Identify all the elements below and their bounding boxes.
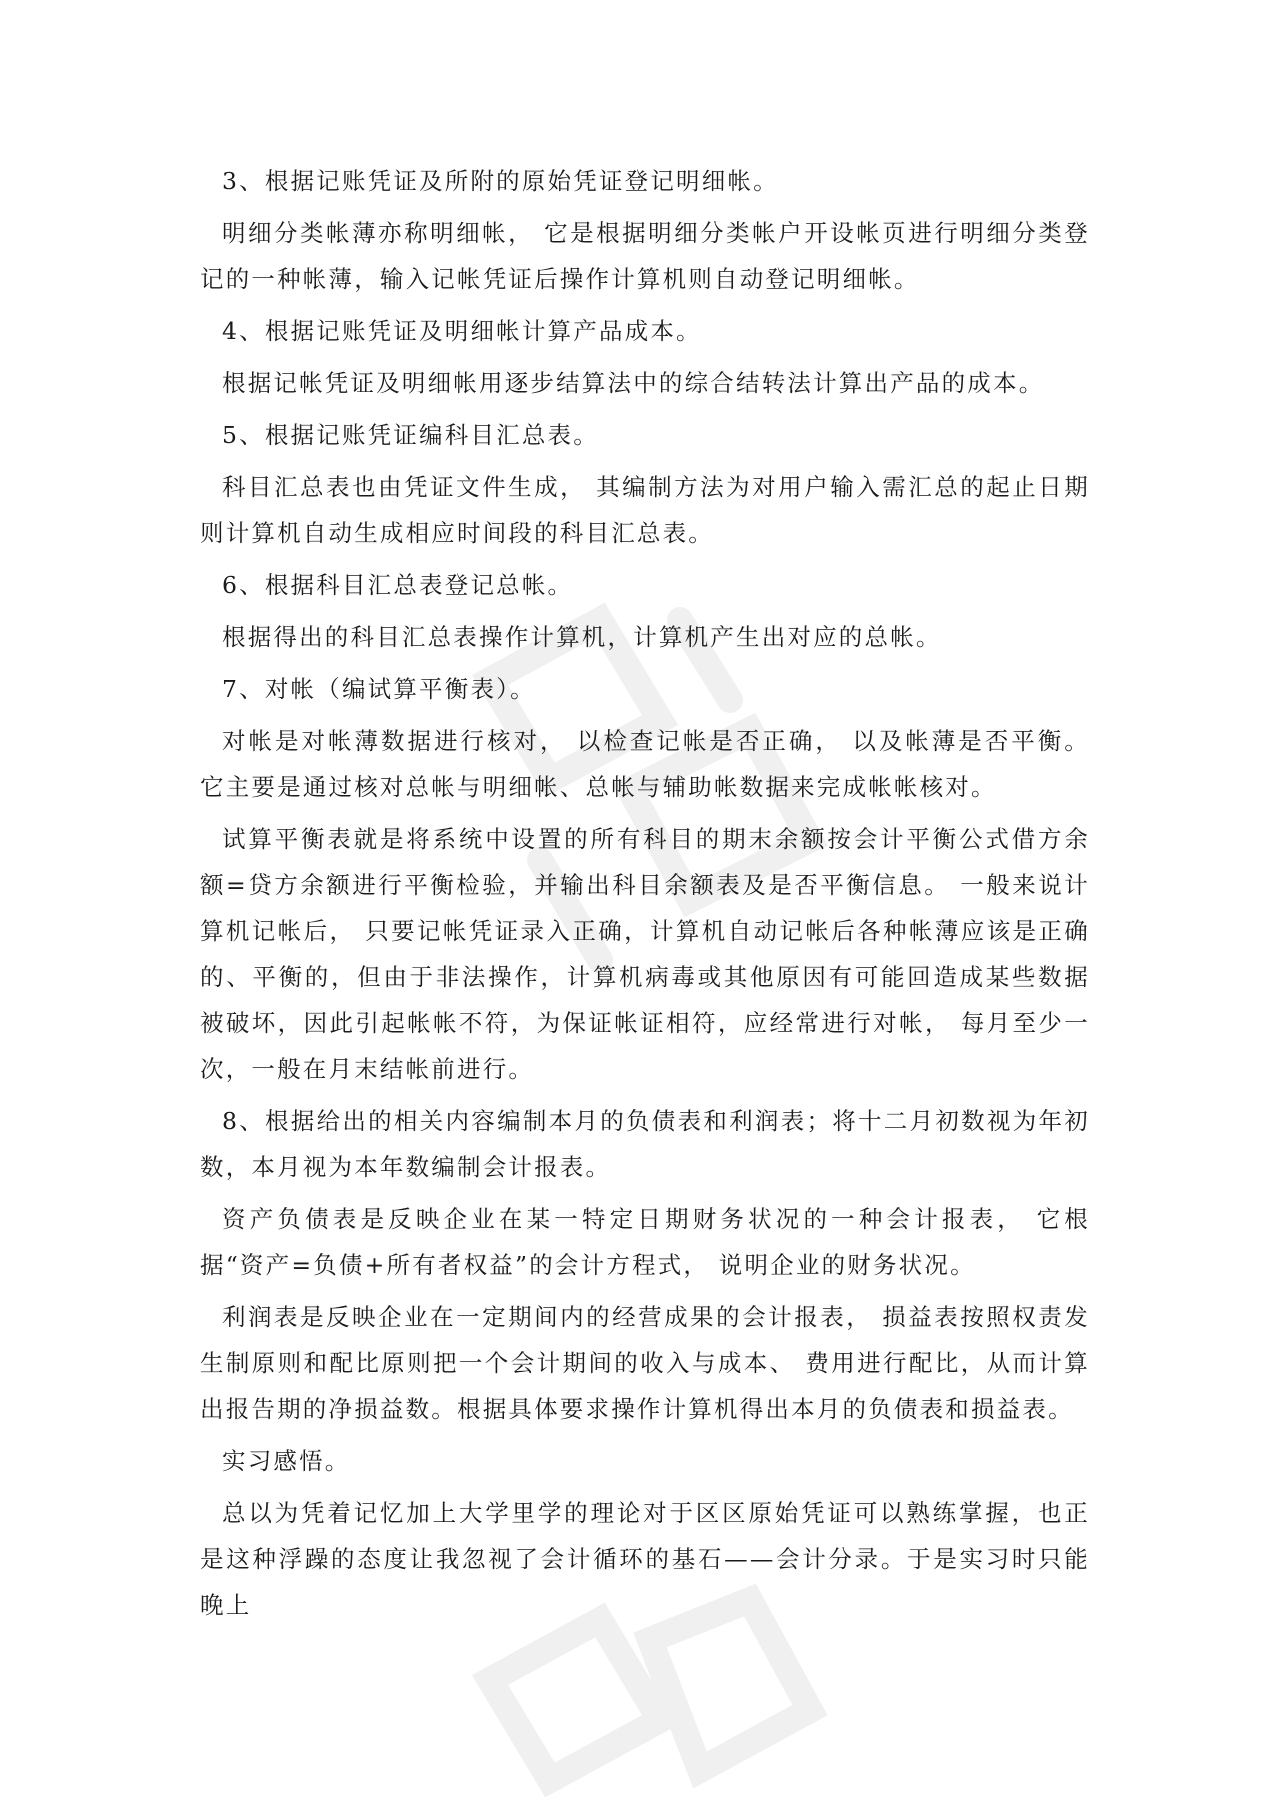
section-heading-step-5: 5、根据记账凭证编科目汇总表。 xyxy=(222,421,599,449)
paragraph-balance-sheet: 资产负债表是反映企业在某一特定日期财务状况的一种会计报表， 它根据“资产=负债+所有者权益”的会计方程式， 说明企业的财务状况。 xyxy=(200,1205,1090,1279)
section-heading-step-3: 3、根据记账凭证及所附的原始凭证登记明细帐。 xyxy=(222,167,779,195)
paragraph-trial-balance: 试算平衡表就是将系统中设置的所有科目的期末余额按会计平衡公式借方余额=贷方余额进行平衡检验，并输出科目余额表及是否平衡信息。 一般来说计算机记帐后， 只要记帐凭证录入正确，计算机自动记帐后各种帐薄应该是正确的、平衡的，但由于非法操作，计算机病毒或其他原因有可能回造成某些数据被破坏，因此引起帐帐不符，为保证帐证相符，应经常进行对帐， 每月至少一次，一般在月末结帐前进行。 xyxy=(200,825,1090,1083)
document-body xyxy=(200,158,1090,1634)
paragraph-general-ledger: 根据得出的科目汇总表操作计算机，计算机产生出对应的总帐。 xyxy=(222,623,942,651)
section-heading-step-6: 6、根据科目汇总表登记总帐。 xyxy=(222,571,574,599)
section-heading-reflection: 实习感悟。 xyxy=(222,1447,351,1475)
paragraph-product-cost: 根据记帐凭证及明细帐用逐步结算法中的综合结转法计算出产品的成本。 xyxy=(222,369,1045,397)
section-heading-step-7: 7、对帐（编试算平衡表）。 xyxy=(222,675,536,703)
paragraph-account-summary: 科目汇总表也由凭证文件生成， 其编制方法为对用户输入需汇总的起止日期则计算机自动生成相应时间段的科目汇总表。 xyxy=(200,473,1090,547)
paragraph-reflection: 总以为凭着记忆加上大学里学的理论对于区区原始凭证可以熟练掌握，也正是这种浮躁的态度让我忽视了会计循环的基石——会计分录。于是实习时只能晚上 xyxy=(200,1499,1090,1619)
paragraph-income-statement: 利润表是反映企业在一定期间内的经营成果的会计报表， 损益表按照权责发生制原则和配比原则把一个会计期间的收入与成本、 费用进行配比，从而计算出报告期的净损益数。根据具体要求操作计算机得出本月的负债表和损益表。 xyxy=(200,1303,1090,1423)
section-heading-step-4: 4、根据记账凭证及明细帐计算产品成本。 xyxy=(222,317,702,345)
section-heading-step-8: 8、根据给出的相关内容编制本月的负债表和利润表；将十二月初数视为年初数，本月视为本年数编制会计报表。 xyxy=(200,1107,1090,1181)
paragraph-detail-ledger: 明细分类帐薄亦称明细帐， 它是根据明细分类帐户开设帐页进行明细分类登记的一种帐薄，输入记帐凭证后操作计算机则自动登记明细帐。 xyxy=(200,219,1090,293)
paragraph-reconciliation: 对帐是对帐薄数据进行核对， 以检查记帐是否正确， 以及帐薄是否平衡。 它主要是通过核对总帐与明细帐、总帐与辅助帐数据来完成帐帐核对。 xyxy=(200,727,1090,801)
